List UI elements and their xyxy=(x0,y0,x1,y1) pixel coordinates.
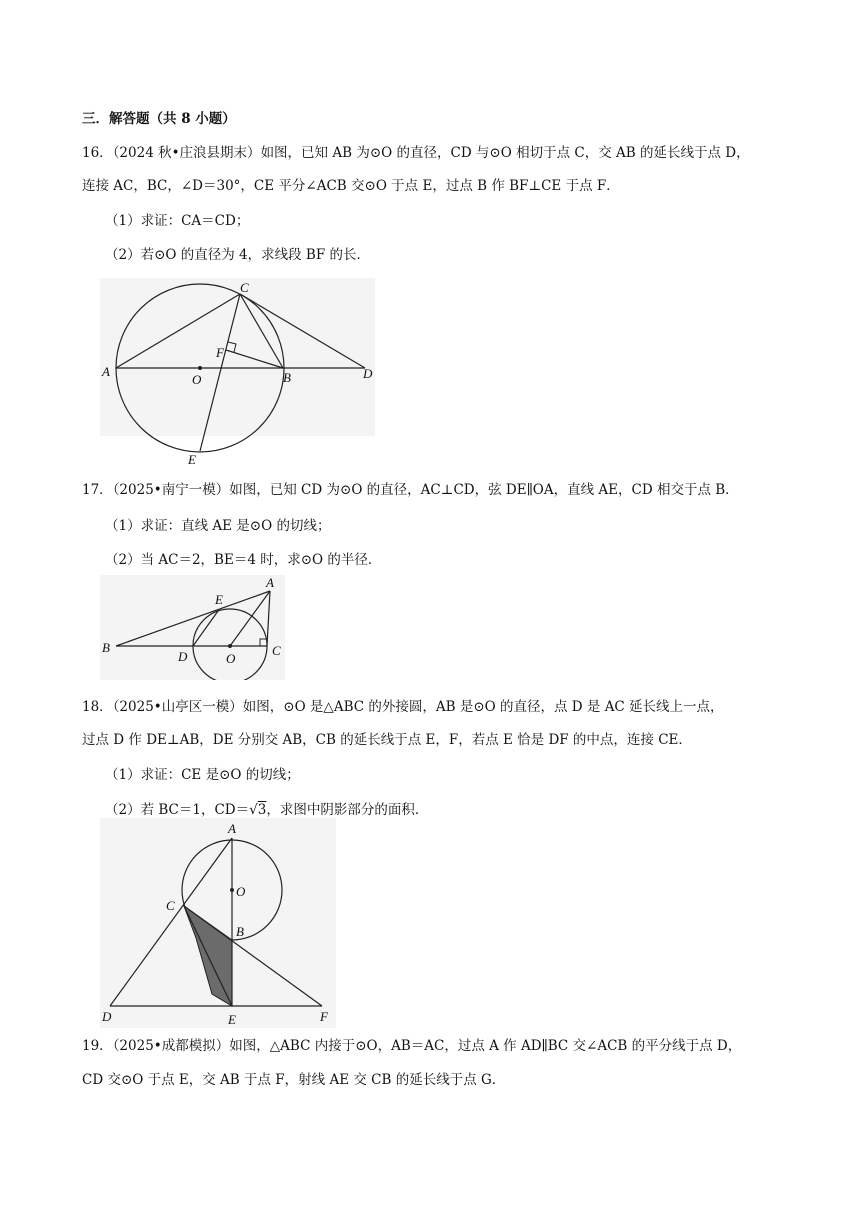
label-A: A xyxy=(266,575,274,590)
problem-18-line-2: 过点 D 作 DE⊥AB，DE 分别交 AB，CB 的延长线于点 E，F，若点 E 恰是 DF 的中点，连接 CE． xyxy=(82,732,692,748)
label-O: O xyxy=(226,651,236,666)
label-E: E xyxy=(188,452,196,467)
label-E: E xyxy=(228,1012,236,1027)
problem-16-part-2: （2）若⊙O 的直径为 4，求线段 BF 的长． xyxy=(105,247,371,263)
label-B: B xyxy=(283,370,291,385)
label-A: A xyxy=(228,821,236,836)
label-D: D xyxy=(363,366,373,381)
label-O: O xyxy=(236,884,246,899)
section-title: 三．解答题（共 8 小题） xyxy=(82,111,236,127)
problem-17-part-1: （1）求证：直线 AE 是⊙O 的切线； xyxy=(105,518,331,534)
label-F: F xyxy=(216,345,224,360)
label-D: D xyxy=(178,649,188,664)
problem-18-part-2 xyxy=(105,801,805,819)
label-C: C xyxy=(166,898,175,913)
problem-text: 如图，已知 CD 为⊙O 的直径，AC⊥CD，弦 DE∥OA，直线 AE，CD 相交于点 B． xyxy=(229,482,739,498)
problem-text: 如图，已知 AB 为⊙O 的直径，CD 与⊙O 相切于点 C，交 AB 的延长线于点 D， xyxy=(260,145,750,161)
problem-18-part-1: （1）求证：CE 是⊙O 的切线； xyxy=(105,767,300,783)
problem-number: 18． xyxy=(82,699,113,715)
sqrt-symbol: √ xyxy=(249,802,258,818)
problem-text: 如图，△ABC 内接于⊙O，AB＝AC，过点 A 作 AD∥BC 交∠ACB 的平分线于点 D， xyxy=(229,1038,742,1054)
figure-18 xyxy=(100,818,350,1028)
label-B: B xyxy=(102,640,110,655)
problem-source: （2024 秋•庄浪县期末） xyxy=(112,145,261,161)
problem-text: 如图，⊙O 是△ABC 的外接圆，AB 是⊙O 的直径，点 D 是 AC 延长线上一点， xyxy=(242,699,724,715)
figure-17 xyxy=(100,575,290,680)
problem-number: 17． xyxy=(82,482,113,498)
label-O: O xyxy=(192,372,202,387)
problem-18-line-1 xyxy=(82,698,782,716)
problem-16-line-1 xyxy=(82,144,782,162)
problem-19-line-2: CD 交⊙O 于点 E，交 AB 于点 F，射线 AE 交 CB 的延长线于点 G． xyxy=(82,1072,506,1088)
problem-19-line-1 xyxy=(82,1037,782,1055)
problem-17-part-2: （2）当 AC＝2，BE＝4 时，求⊙O 的半径． xyxy=(105,552,382,568)
label-B: B xyxy=(236,924,244,939)
problem-16-line-2: 连接 AC，BC，∠D＝30°，CE 平分∠ACB 交⊙O 于点 E，过点 B 作 BF⊥CE 于点 F． xyxy=(82,178,620,194)
label-C: C xyxy=(240,280,249,295)
problem-source: （2025•南宁一模） xyxy=(112,482,230,498)
figure-16 xyxy=(100,278,390,468)
label-F: F xyxy=(320,1009,328,1024)
problem-source: （2025•山亭区一模） xyxy=(112,699,243,715)
label-D: D xyxy=(102,1009,112,1024)
problem-17-line-1 xyxy=(82,481,782,499)
problem-number: 16． xyxy=(82,145,113,161)
label-C: C xyxy=(272,643,281,658)
part-text: ，求图中阴影部分的面积． xyxy=(266,802,429,818)
label-A: A xyxy=(102,364,110,379)
sqrt-value: 3 xyxy=(257,802,267,818)
problem-16-part-1: （1）求证：CA＝CD； xyxy=(105,213,250,229)
part-text: （2）若 BC＝1，CD＝ xyxy=(105,802,250,818)
label-E: E xyxy=(215,592,223,607)
problem-source: （2025•成都模拟） xyxy=(112,1038,230,1054)
problem-number: 19． xyxy=(82,1038,113,1054)
